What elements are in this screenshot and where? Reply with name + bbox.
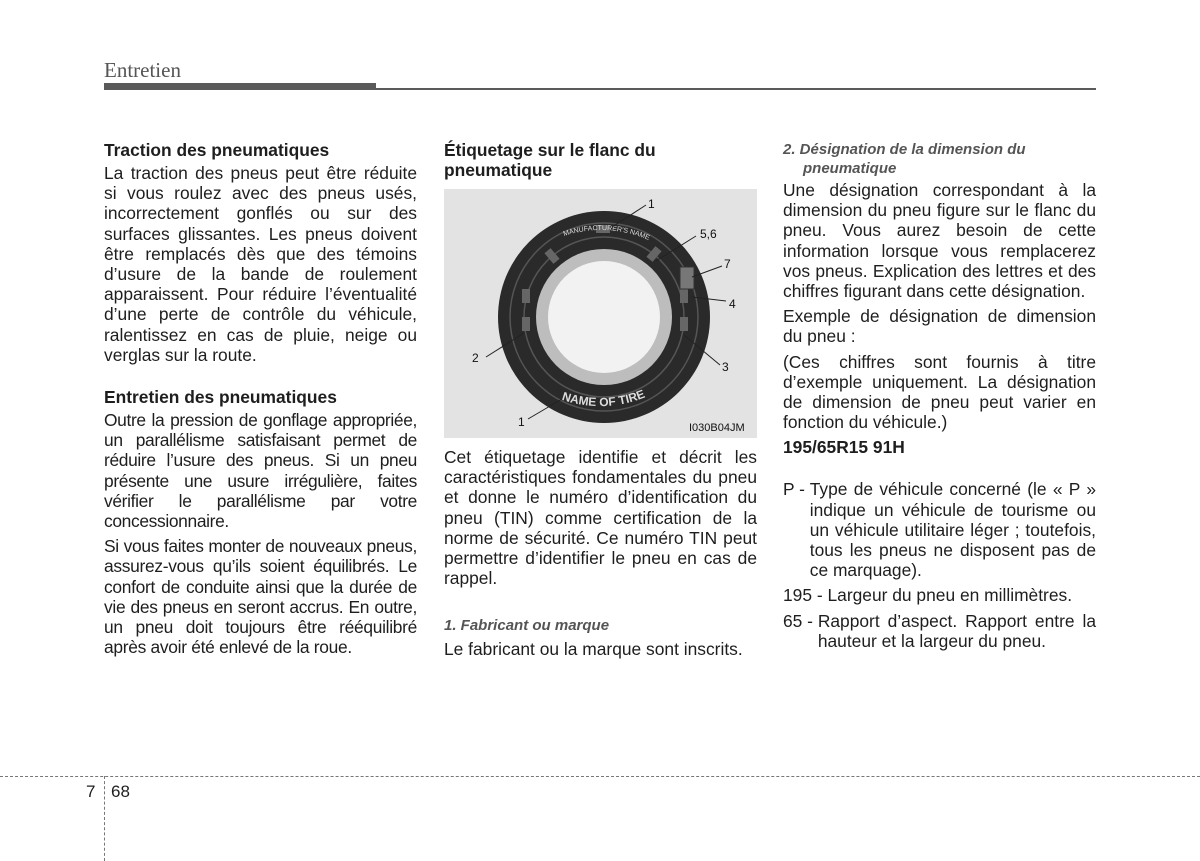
example-paragraph: Exemple de désignation de dimension du pneu : (783, 306, 1096, 347)
size-subheading-line1: 2. Désignation de la dimension du (783, 141, 1026, 158)
list-item (783, 611, 1096, 651)
callout-2: 2 (472, 351, 479, 365)
entretien-paragraph-1: Outre la pression de gonflage appropriée, un parallélisme satisfaisant permet de réduire l’usure des pneus. Si un pneu présente une usure irrégulière, faites vérifier le parallélisme par votre concessionnaire. (104, 410, 417, 532)
tire-name-text: NAME OF TIRE (560, 386, 647, 410)
column-right (783, 140, 1096, 651)
list-item-key: 65 - (783, 610, 818, 631)
chapter-number: 7 (86, 782, 96, 801)
list-item (783, 479, 1096, 580)
marking-box (680, 267, 694, 289)
manufacturer-paragraph: Le fabricant ou la marque sont inscrits. (444, 639, 743, 660)
tire-size-example: 195/65R15 91H (783, 437, 905, 458)
labelling-paragraph: Cet étiquetage identifie et décrit les caractéristiques fondamentales du pneu et donne le numéro d’identification du pneu (TIN) comme certification de la norme de sécurité. Ce numéro TIN peut permettre d’identifier le pneu en cas de rappel. (444, 447, 757, 589)
wheel-center (548, 261, 660, 373)
list-item-key: 195 - (783, 585, 828, 606)
list-item-text: Type de véhicule concerné (le « P » indique un véhicule de tourisme ou un véhicule utilitaire léger ; toutefois, tous les pneus ne disposent pas de ce marquage). (809, 479, 1096, 581)
traction-heading: Traction des pneumatiques (104, 140, 330, 160)
labelling-heading: Étiquetage sur le flanc du pneumatique (444, 140, 656, 180)
tire-diagram (444, 189, 757, 438)
size-paragraph: Une désignation correspondant à la dimension du pneu figure sur le flanc du pneu. Vous aurez besoin de cette information lorsque vous remplacerez vos pneus. Explication des lettres et des chiffres figurant dans cette désignation. (783, 180, 1096, 302)
entretien-heading: Entretien des pneumatiques (104, 387, 337, 408)
size-subheading-line2: pneumatique (803, 160, 897, 177)
footer-divider (104, 776, 105, 861)
manufacturer-subheading: 1. Fabricant ou marque (444, 617, 610, 635)
page-number: 68 (111, 782, 130, 801)
list-item-key: P - (783, 479, 810, 500)
entretien-paragraph-2: Si vous faites monter de nouveaux pneus, assurez-vous qu’ils soient équilibrés. Le confort de conduite ainsi que la durée de vie des pneus en seront accrus. En outre, un pneu doit toujours être rééquilibré après avoir été enlevé de la roue. (104, 536, 417, 658)
figure-code: I030B04JM (689, 422, 745, 434)
section-title: Entretien (104, 58, 181, 82)
header-rule (376, 88, 1096, 90)
tire-sidewall-figure (444, 189, 757, 438)
callout-1-top: 1 (648, 197, 655, 211)
callout-1-bottom: 1 (518, 415, 525, 429)
column-middle-body (444, 447, 757, 660)
header-bar (104, 83, 376, 90)
list-item (783, 585, 1096, 605)
column-middle (444, 140, 757, 180)
list-item-text: Largeur du pneu en millimètres. (827, 585, 1073, 606)
list-item-text: Rapport d’aspect. Rapport entre la hauteur et la largeur du pneu. (817, 610, 1096, 651)
callout-7: 7 (724, 257, 731, 271)
traction-paragraph: La traction des pneus peut être réduite si vous roulez avec des pneus usés, incorrectement gonflés ou sur des surfaces glissantes. Les pneus doivent être remplacés dès que des témoins d’usure de la bande de roulement apparaissent. Pour réduire l’éventualité d’une perte de contrôle du véhicule, ralentissez en cas de pluie, neige ou verglas sur la route. (104, 163, 417, 365)
callout-4: 4 (729, 297, 736, 311)
callout-5-6: 5,6 (700, 227, 717, 241)
designation-list (783, 479, 1096, 651)
column-left (104, 140, 417, 657)
disclaimer-paragraph: (Ces chiffres sont fournis à titre d’exemple uniquement. La désignation de dimension de pneu peut varier en fonction du véhicule.) (783, 351, 1096, 433)
manufacturer-name-text: MANUFACTURER'S NAME (562, 225, 651, 242)
callout-3: 3 (722, 360, 729, 374)
footer-rule (0, 776, 1200, 777)
